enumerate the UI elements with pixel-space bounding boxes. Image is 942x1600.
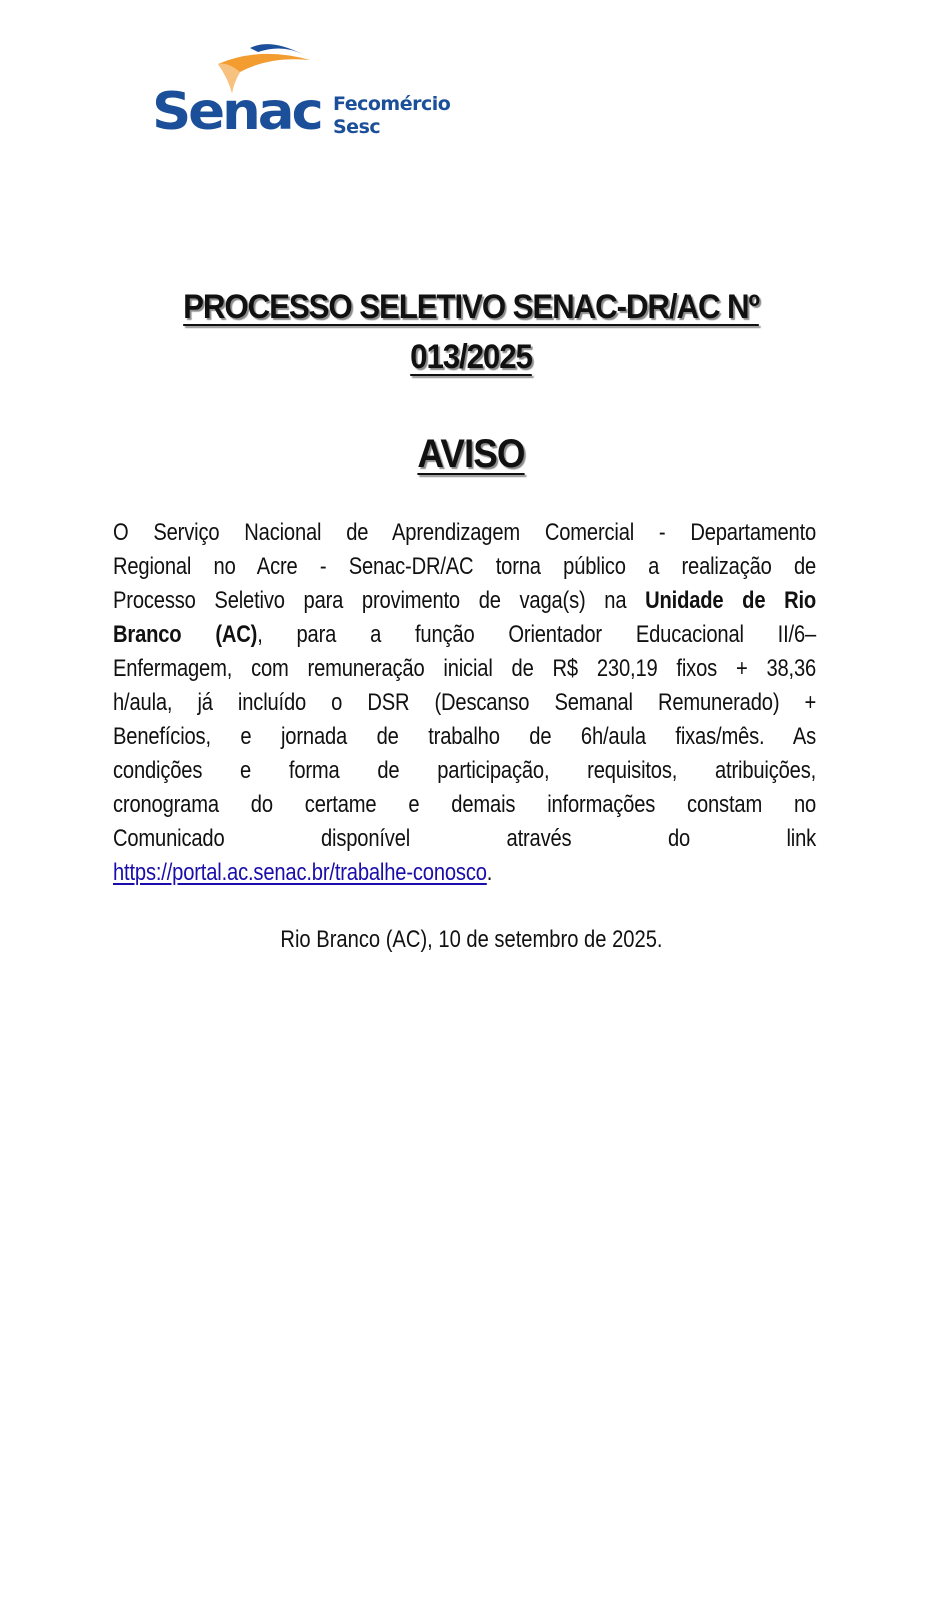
notice-body [113,516,816,890]
document-title-line2: 013/2025 [410,338,532,376]
body-line: Benefícios, e jornada de trabalho de 6h/aula fixas/mês. As [113,723,817,750]
logo-brand-text: Senac [152,82,321,142]
unit-name-bold: Unidade de Rio [645,587,817,614]
senac-logo [150,38,460,143]
logo-subbrand-fecomercio: Fecomércio [333,93,451,115]
body-line: O Serviço Nacional de Aprendizagem Comercial - Departamento [113,519,817,546]
body-line: Enfermagem, com remuneração inicial de R$ 230,19 fixos + 38,36 [113,655,817,682]
body-line [113,584,816,618]
body-line: Regional no Acre - Senac-DR/AC torna público a realização de [113,553,817,580]
unit-location-bold: Branco (AC) [113,621,258,648]
body-line: condições e forma de participação, requisitos, atribuições, [113,757,817,784]
body-line: h/aula, já incluído o DSR (Descanso Semanal Remunerado) + [113,689,817,716]
body-line [113,856,816,890]
careers-link[interactable]: https://portal.ac.senac.br/trabalhe-conosco [113,859,487,886]
notice-heading: AVISO [417,432,525,476]
place-and-date-text: Rio Branco (AC), 10 de setembro de 2025. [279,926,663,953]
body-text-span: , para a função Orientador Educacional II/6– [257,621,817,648]
body-line [113,618,816,652]
logo-subbrand-sesc: Sesc [333,116,381,138]
body-text-span: Processo Seletivo para provimento de vaga(s) na [113,587,646,614]
place-and-date [0,926,942,954]
body-line: Comunicado disponível através do link [113,825,817,852]
body-line: cronograma do certame e demais informações constam no [113,791,817,818]
link-period: . [486,859,493,886]
document-title-line1: PROCESSO SELETIVO SENAC-DR/AC Nº [183,288,759,326]
